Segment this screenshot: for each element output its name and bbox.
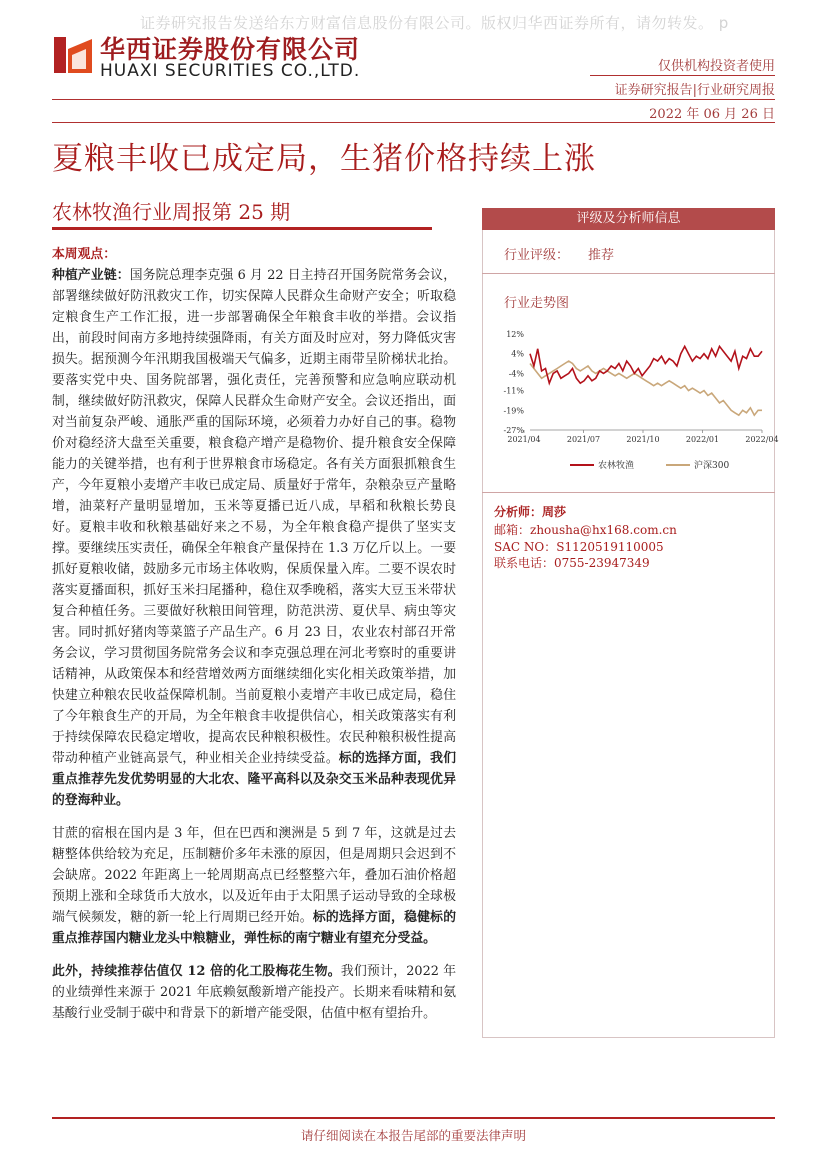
analyst-phone: 联系电话：0755-23947349: [494, 556, 650, 570]
x-tick-label: 2022/04: [745, 435, 779, 444]
para1-text: 国务院总理李克强 6 月 22 日主持召开国务院常务会议，部署继续做好防汛救灾工作，切实保障人民群众生命财产安全；听取稳定粮食生产工作汇报，进一步部署确保全年粮食丰收的举措。会议指出，前段时间南方多地持续强降雨，有关方面及时应对，努力降低灾害损失。据预测今年汛期我国极端天气偏多，近期主雨带呈阶梯状北抬。要落实党中央、国务院部署，强化责任，完善预警和应急响应联动机制，继续做好防汛救灾，保障人民群众生命财产安全。会议还指出，面对当前复杂严峻、通胀严重的国际环境，必须着力办好自己的事。稳物价对稳经济大盘至关重要，粮食稳产增产是稳物价、提升粮食安全保障能力的关键举措，也有利于世界粮食市场稳定。各有关方面狠抓粮食生产，今年夏粮小麦增产丰收已成定局、质量好于常年，杂粮杂豆产量略增，油菜籽产量明显增加，玉米等夏播已近八成，早稻和秋粮长势良好。夏粮丰收和秋粮基础好来之不易，为全年粮食稳产提供了坚实支撑。要继续压实责任，确保全年粮食产量保持在 1.3 万亿斤以上。一要抓好夏粮收储，鼓励多元市场主体收购，保质保量入库。二要不误农时落实夏播面积，抓好玉米扫尾播种，稳住双季晚稻，落实大豆玉米带状复合种植任务。三要做好秋粮田间管理，防范洪涝、夏伏旱、病虫等灾害。同时抓好猪肉等菜篮子产品生产。6 月 23 日，农业农村部召开常务会议，学习贯彻国务院常务会议和李克强总理在河北考察时的重要讲话精神，从政策保本和经营增效两方面继续细化实化相关政策举措，加快建立种粮农民收益保障机制。当前夏粮小麦增产丰收已成定局，稳住了今年粮食生产的开局，为全年粮食丰收提供信心，相关政策落实有利于持续保障农民稳定增收，提高农民种粮积极性。农民种粮积极性提高带动种植产业链高景气，种业相关企业持续受益。: [52, 268, 456, 766]
para1-label: 种植产业链：: [52, 268, 130, 283]
report-subtitle: 农林牧渔行业周报第 25 期: [52, 200, 291, 224]
report-date: 2022 年 06 月 26 日: [649, 107, 775, 122]
panel-separator-1: [482, 273, 775, 274]
panel-separator-2: [482, 492, 775, 493]
rating-value: 推荐: [588, 248, 615, 263]
para2-bold: 标的选择方面，稳健标的重点推荐国内糖业龙头中粮糖业，弹性标的南宁糖业有望充分受益。: [52, 910, 457, 946]
footer-disclaimer[interactable]: 请仔细阅读在本报告尾部的重要法律声明: [300, 1128, 526, 1143]
x-tick-label: 2021/07: [566, 435, 601, 444]
brand-name-cn: 华西证券股份有限公司: [100, 35, 361, 64]
report-category: 证券研究报告|行业研究周报: [614, 83, 775, 98]
series-line-hs300: [530, 361, 762, 415]
para3-bold: 此外，持续推荐估值仅 12 倍的化工股梅花生物。: [52, 964, 341, 979]
subtitle-underline: [52, 227, 432, 230]
y-tick-label: 12%: [506, 330, 524, 339]
trend-chart: [486, 318, 779, 478]
para2-text: 甘蔗的宿根在国内是 3 年，但在巴西和澳洲是 5 到 7 年，这就是过去糖整体供给较为充足，压制糖价多年未涨的原因，但是周期只会迟到不会缺席。2022 年距离上一轮周期高点已经整整六年，叠加石油价格超预期上涨和全球货币大放水，以及近年由于太阳黑子运动导致的全球极端气候频发，糖的新一轮上行周期已经开始。: [52, 826, 456, 925]
paragraph-planting: [52, 265, 456, 811]
rating-label: 行业评级：: [504, 248, 570, 263]
huaxi-logo-icon: [52, 33, 94, 77]
analyst-name: 分析师：周莎: [494, 505, 567, 519]
header-rule-2: [52, 99, 775, 100]
x-tick-label: 2022/01: [685, 435, 720, 444]
para3-text: 我们预计，2022 年的业绩弹性来源于 2021 年底赖氨酸新增产能投产。长期来看味精和氨基酸行业受制于碳中和背景下的新增产能受限，估值中枢有望抬升。: [52, 964, 457, 1021]
legend-label: 沪深300: [694, 461, 730, 471]
y-tick-label: -19%: [503, 406, 524, 416]
header-rule-3: [52, 122, 775, 123]
paragraph-sugar: [52, 823, 456, 949]
y-tick-label: -11%: [503, 386, 524, 396]
section-label: 本周观点：: [52, 247, 116, 262]
page-title: 夏粮丰收已成定局，生猪价格持续上涨: [52, 141, 596, 177]
brand-name-en: HUAXI SECURITIES CO.,LTD.: [100, 61, 361, 81]
paragraph-meihua: [52, 961, 456, 1024]
analyst-sac: SAC NO：S1120519110005: [494, 540, 664, 554]
para1-bold: 标的选择方面，我们重点推荐先发优势明显的大北农、隆平高科以及杂交玉米品种表现优异的登海种业。: [52, 751, 457, 808]
x-tick-label: 2021/10: [626, 435, 660, 444]
analyst-email[interactable]: 邮箱：zhousha@hx168.com.cn: [494, 523, 677, 537]
watermark: 证券研究报告发送给东方财富信息股份有限公司。版权归华西证券所有，请勿转发。 p: [140, 14, 729, 32]
header-rule-1: [590, 75, 775, 76]
trend-label: 行业走势图: [504, 296, 570, 311]
footer-rule: [52, 1117, 775, 1119]
panel-header: 评级及分析师信息: [482, 208, 775, 230]
audience-note: 仅供机构投资者使用: [657, 59, 775, 74]
x-tick-label: 2021/04: [507, 435, 541, 444]
series-line-agriculture: [530, 346, 762, 383]
y-tick-label: -4%: [508, 369, 524, 379]
legend-label: 农林牧渔: [598, 461, 635, 471]
y-tick-label: 4%: [511, 349, 524, 359]
main-body: [52, 244, 456, 1036]
y-tick-label: -27%: [503, 426, 524, 435]
